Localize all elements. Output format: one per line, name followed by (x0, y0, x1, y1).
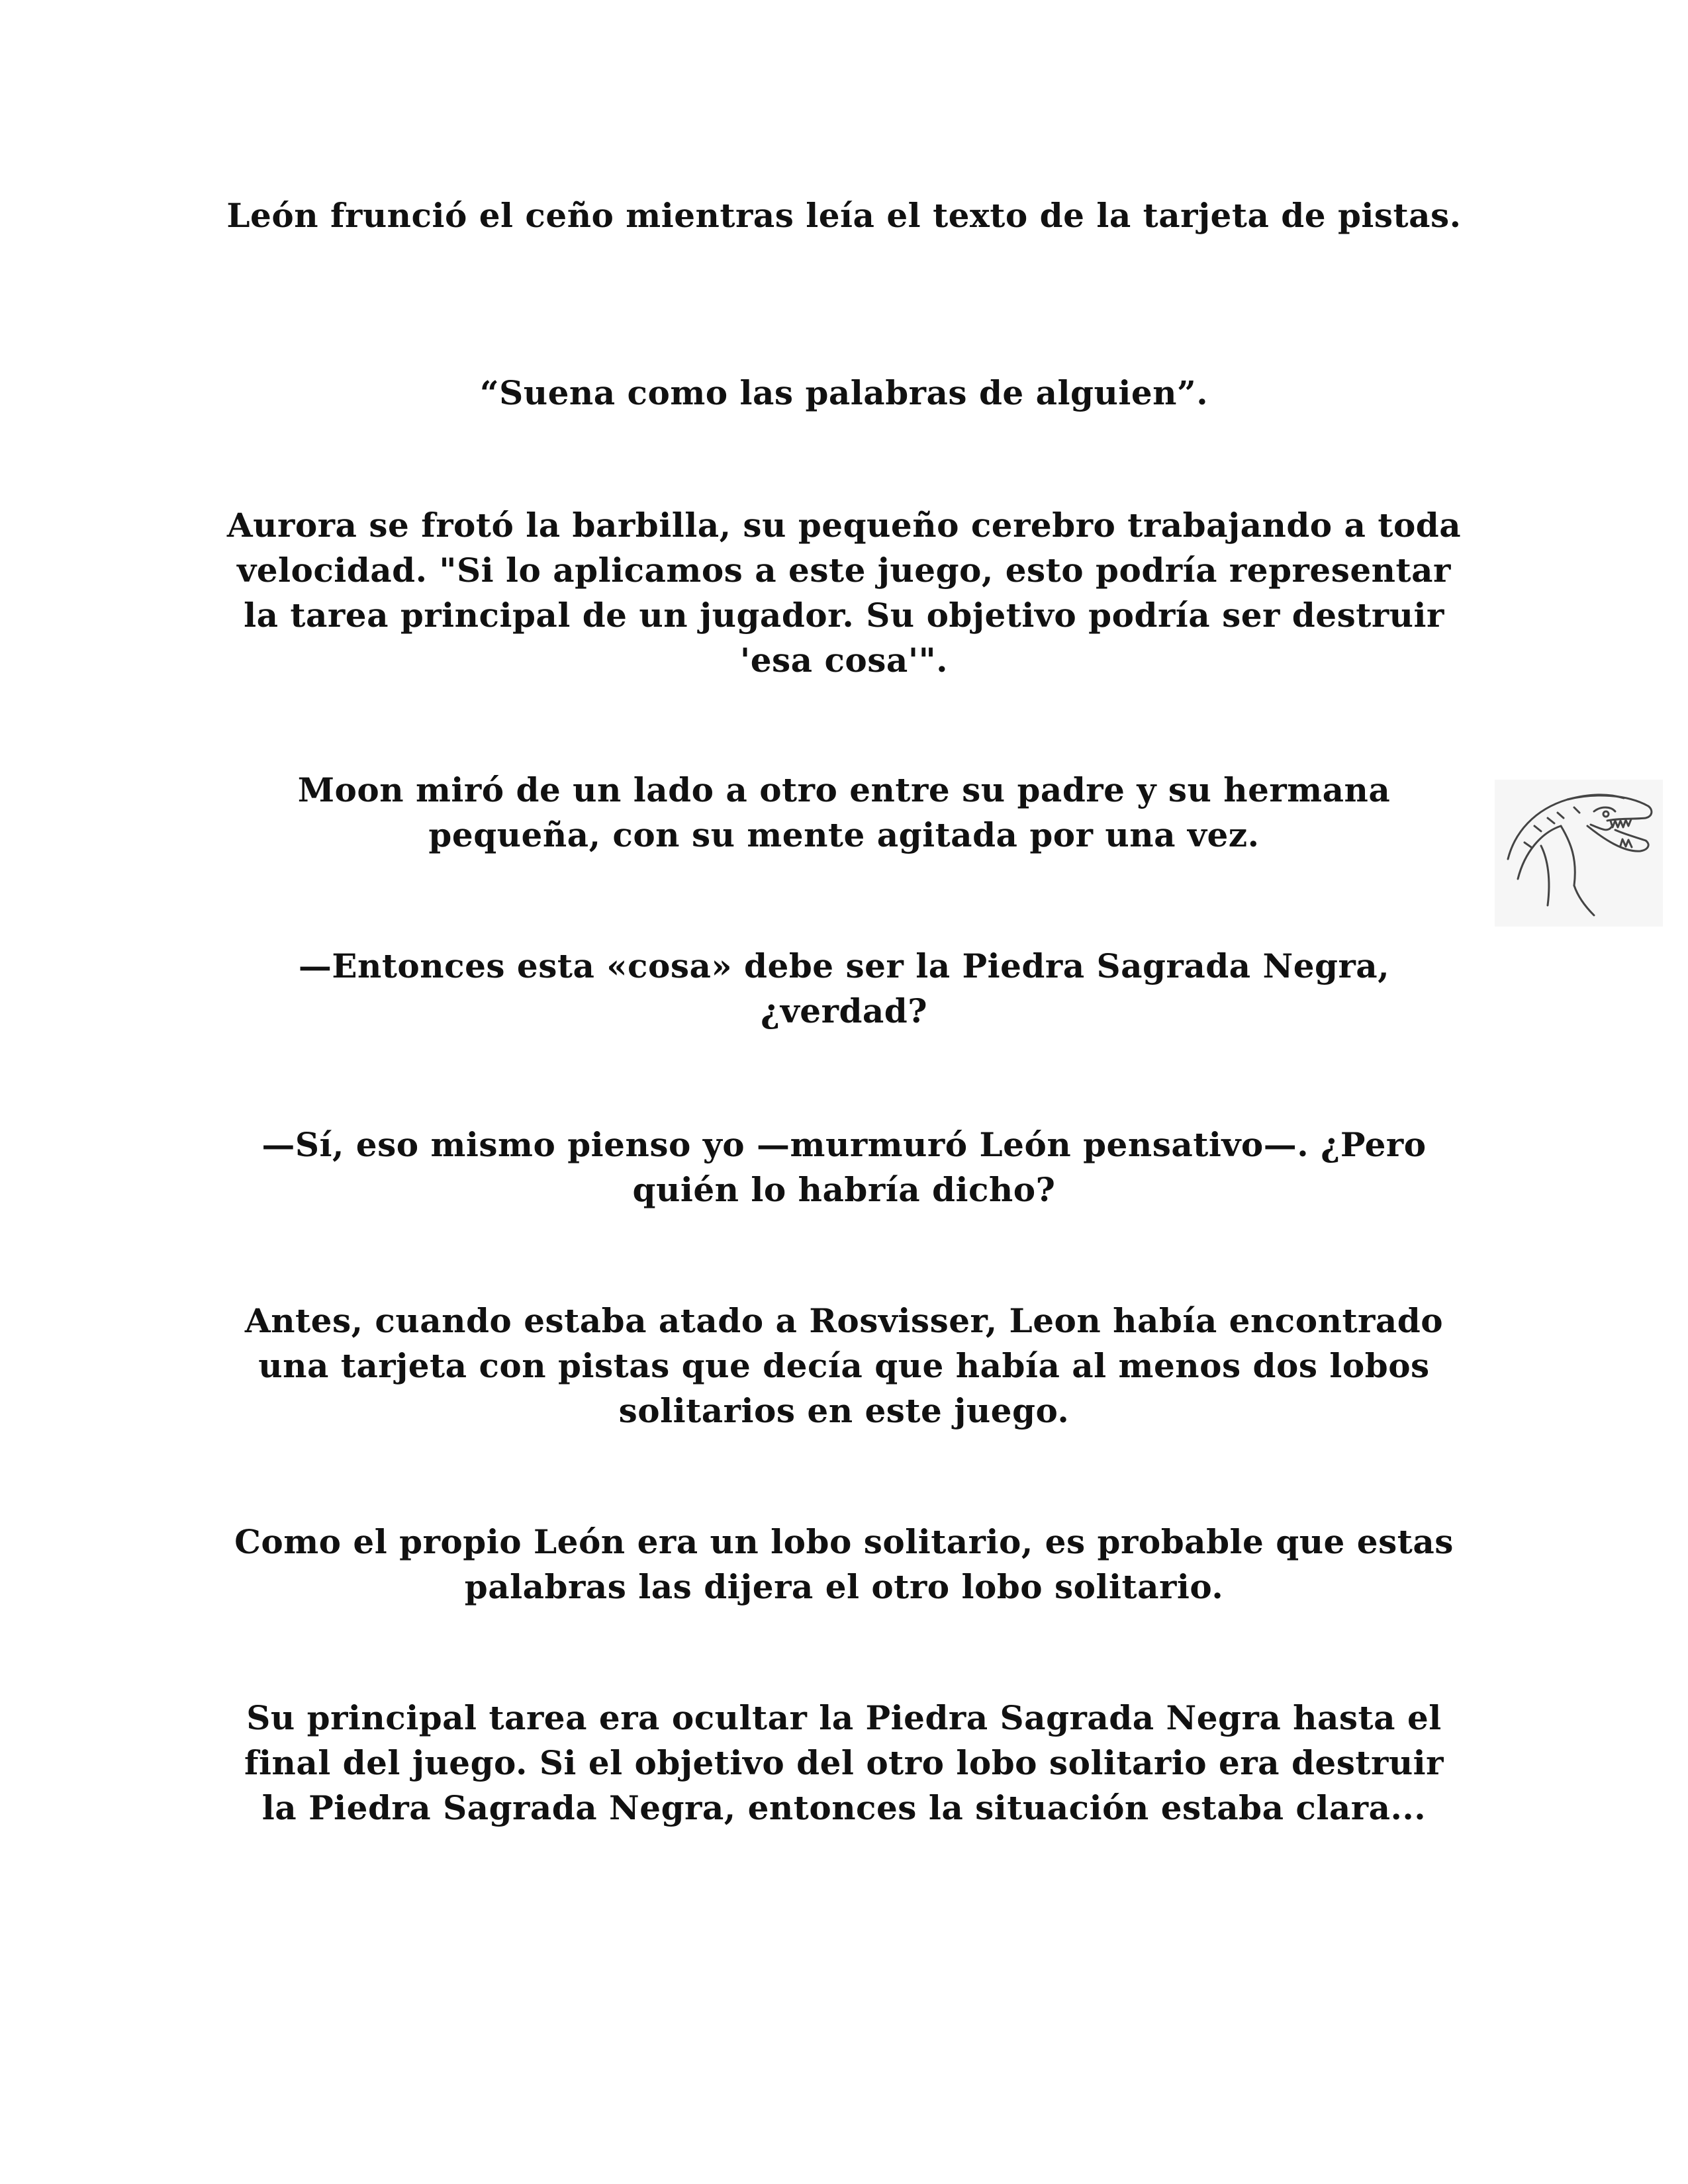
paragraph-4: Moon miró de un lado a otro entre su padre y su hermana pequeña, con su mente agitada por una vez. (297, 770, 1391, 854)
paragraph-6: —Sí, eso mismo pienso yo —murmuró León pensativo—. ¿Pero quién lo habría dicho? (261, 1125, 1427, 1209)
paragraph-1: León frunció el ceño mientras leía el texto de la tarjeta de pistas. (226, 196, 1462, 235)
paragraph-7: Antes, cuando estaba atado a Rosvisser, Leon había encontrado una tarjeta con pistas que decía que había al menos dos lobos solitarios en este juego. (244, 1301, 1444, 1430)
paragraph-2: “Suena como las palabras de alguien”. (479, 373, 1209, 412)
paragraph-5: —Entonces esta «cosa» debe ser la Piedra Sagrada Negra, ¿verdad? (298, 946, 1390, 1030)
dinosaur-sketch-icon (1495, 780, 1663, 927)
paragraph-8: Como el propio León era un lobo solitario, es probable que estas palabras las dijera el otro lobo solitario. (234, 1522, 1454, 1606)
paragraph-9: Su principal tarea era ocultar la Piedra Sagrada Negra hasta el final del juego. Si el objetivo del otro lobo solitario era destruir la Piedra Sagrada Negra, entonces la situación estaba clara... (244, 1698, 1444, 1827)
paragraph-3: Aurora se frotó la barbilla, su pequeño cerebro trabajando a toda velocidad. "Si lo aplicamos a este juego, esto podría representar la tarea principal de un jugador. Su objetivo podría ser destruir 'esa cosa'". (226, 506, 1462, 680)
